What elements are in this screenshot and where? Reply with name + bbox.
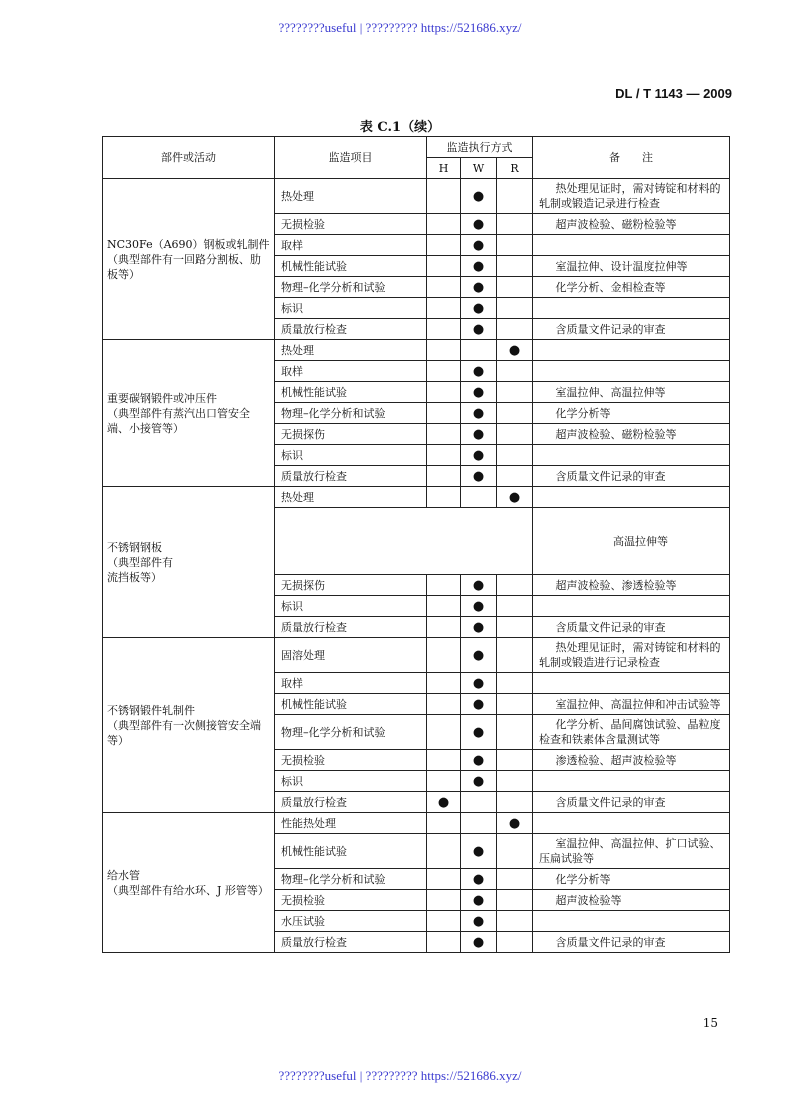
item-cell: 取样 [275,673,427,694]
mark-dot-icon: ● [472,447,485,463]
header-part: 部件或活动 [103,137,275,179]
mode-r-cell [497,638,533,673]
item-cell: 热处理 [275,179,427,214]
header-item: 监造项目 [275,137,427,179]
mode-h-cell [427,771,461,792]
note-cell [533,340,730,361]
mode-r-cell [497,466,533,487]
mode-h-cell [427,715,461,750]
mode-r-cell [497,319,533,340]
mode-h-cell [427,750,461,771]
damaged-area [461,508,497,575]
mark-dot-icon: ● [472,384,485,400]
mode-r-cell [497,932,533,953]
mode-r-cell [497,617,533,638]
mode-w-cell [461,575,497,596]
mode-h-cell [427,424,461,445]
mode-h-cell [427,617,461,638]
mode-w-cell [461,214,497,235]
note-cell: 热处理见证时，需对铸锭和材料的轧制或锻造记录进行检查 [533,179,730,214]
mark-dot-icon: ● [472,675,485,691]
note-cell [533,235,730,256]
mode-h-cell [427,638,461,673]
mode-w-cell [461,617,497,638]
mark-dot-icon: ● [472,598,485,614]
item-cell: 机械性能试验 [275,694,427,715]
mode-r-cell [497,256,533,277]
mark-dot-icon: ● [437,794,450,810]
mode-w-cell [461,750,497,771]
mark-dot-icon: ● [472,237,485,253]
mode-r-cell [497,487,533,508]
note-cell: 化学分析、金相检查等 [533,277,730,298]
table-row [103,813,730,834]
table-row [103,179,730,214]
mode-h-cell [427,340,461,361]
mode-h-cell [427,466,461,487]
mode-r-cell [497,340,533,361]
mode-r-cell [497,424,533,445]
mode-r-cell [497,911,533,932]
mode-w-cell [461,673,497,694]
note-cell: 室温拉伸、高温拉伸和冲击试验等 [533,694,730,715]
damaged-area [427,508,461,575]
note-cell: 含质量文件记录的审查 [533,932,730,953]
mode-w-cell [461,403,497,424]
note-cell: 化学分析、晶间腐蚀试验、晶粒度检查和铁素体含量测试等 [533,715,730,750]
mode-r-cell [497,277,533,298]
mode-h-cell [427,911,461,932]
mode-h-cell [427,673,461,694]
mark-dot-icon: ● [472,468,485,484]
mode-h-cell [427,319,461,340]
item-cell: 热处理 [275,487,427,508]
mode-w-cell [461,445,497,466]
note-cell: 含质量文件记录的审查 [533,792,730,813]
standard-code: DL / T 1143 — 2009 [615,86,732,101]
mode-h-cell [427,361,461,382]
mode-w-cell [461,869,497,890]
note-cell: 含质量文件记录的审查 [533,466,730,487]
mark-dot-icon: ● [472,752,485,768]
note-cell [533,596,730,617]
note-cell: 含质量文件记录的审查 [533,319,730,340]
mode-h-cell [427,890,461,911]
mode-h-cell [427,445,461,466]
item-cell: 质量放行检查 [275,792,427,813]
mark-dot-icon: ● [472,426,485,442]
mode-h-cell [427,792,461,813]
mode-w-cell [461,424,497,445]
part-cell: NC30Fe（A690）钢板或轧制件 （典型部件有一回路分割板、肋板等） [103,179,275,340]
mode-r-cell [497,771,533,792]
mode-w-cell [461,932,497,953]
mark-dot-icon: ● [472,300,485,316]
mode-r-cell [497,179,533,214]
mode-w-cell [461,911,497,932]
mode-w-cell [461,319,497,340]
item-cell: 无损检验 [275,214,427,235]
mode-h-cell [427,256,461,277]
mode-w-cell [461,298,497,319]
header-r: R [497,158,533,179]
note-cell [533,673,730,694]
note-cell: 含质量文件记录的审查 [533,617,730,638]
mode-r-cell [497,235,533,256]
mark-dot-icon: ● [508,815,521,831]
mark-dot-icon: ● [472,892,485,908]
item-cell: 无损检验 [275,750,427,771]
item-cell: 无损检验 [275,890,427,911]
mode-r-cell [497,575,533,596]
item-cell: 质量放行检查 [275,319,427,340]
mark-dot-icon: ● [472,724,485,740]
mark-dot-icon: ● [508,489,521,505]
mode-h-cell [427,834,461,869]
note-cell: 渗透检验、超声波检验等 [533,750,730,771]
mode-h-cell [427,403,461,424]
mark-dot-icon: ● [472,843,485,859]
mark-dot-icon: ● [472,216,485,232]
item-cell: 水压试验 [275,911,427,932]
mode-h-cell [427,575,461,596]
mode-r-cell [497,673,533,694]
note-cell [533,445,730,466]
note-cell [533,911,730,932]
header-h: H [427,158,461,179]
item-cell: 性能热处理 [275,813,427,834]
mode-w-cell [461,771,497,792]
mark-dot-icon: ● [472,773,485,789]
item-cell: 物理–化学分析和试验 [275,403,427,424]
mode-w-cell [461,638,497,673]
header-w: W [461,158,497,179]
item-cell: 固溶处理 [275,638,427,673]
table-row [103,487,730,508]
damaged-area [497,508,533,575]
note-cell: 超声波检验、磁粉检验等 [533,214,730,235]
note-cell [533,361,730,382]
item-cell: 热处理 [275,340,427,361]
mode-h-cell [427,214,461,235]
part-cell: 重要碳钢锻件或冲压件 （典型部件有蒸汽出口管安全端、小接管等） [103,340,275,487]
damaged-area [275,508,427,575]
mode-w-cell [461,715,497,750]
mode-h-cell [427,179,461,214]
mode-h-cell [427,869,461,890]
mode-h-cell [427,813,461,834]
note-cell: 室温拉伸、高温拉伸、扩口试验、压扁试验等 [533,834,730,869]
mode-r-cell [497,382,533,403]
mode-r-cell [497,869,533,890]
mode-h-cell [427,298,461,319]
mark-dot-icon: ● [508,342,521,358]
note-cell: 超声波检验、渗透检验等 [533,575,730,596]
mode-w-cell [461,235,497,256]
mode-h-cell [427,235,461,256]
supervision-table [102,136,730,953]
mode-h-cell [427,487,461,508]
mode-w-cell [461,361,497,382]
note-cell: 化学分析等 [533,403,730,424]
mode-r-cell [497,403,533,424]
mark-dot-icon: ● [472,577,485,593]
mode-w-cell [461,596,497,617]
mode-r-cell [497,445,533,466]
item-cell: 机械性能试验 [275,382,427,403]
mode-h-cell [427,382,461,403]
mode-w-cell [461,813,497,834]
item-cell: 质量放行检查 [275,466,427,487]
mode-h-cell [427,596,461,617]
note-cell: 超声波检验、磁粉检验等 [533,424,730,445]
note-cell: 热处理见证时，需对铸锭和材料的轧制或锻造进行记录检查 [533,638,730,673]
note-cell [533,487,730,508]
mark-dot-icon: ● [472,405,485,421]
mode-w-cell [461,834,497,869]
item-cell: 取样 [275,361,427,382]
mode-r-cell [497,298,533,319]
mark-dot-icon: ● [472,188,485,204]
note-cell [533,813,730,834]
mode-r-cell [497,834,533,869]
mode-h-cell [427,932,461,953]
mode-w-cell [461,792,497,813]
item-cell: 物理–化学分析和试验 [275,277,427,298]
item-cell: 标识 [275,596,427,617]
watermark-bottom: ????????useful | ????????? https://521686.xyz/ [278,1068,522,1083]
mark-dot-icon: ● [472,619,485,635]
note-cell: 室温拉伸、设计温度拉伸等 [533,256,730,277]
item-cell: 机械性能试验 [275,256,427,277]
part-cell: 给水管 （典型部件有给水环、J 形管等） [103,813,275,953]
mode-r-cell [497,890,533,911]
item-cell: 物理–化学分析和试验 [275,715,427,750]
header-note: 备 注 [533,137,730,179]
note-cell [533,298,730,319]
mark-dot-icon: ● [472,696,485,712]
item-cell: 标识 [275,445,427,466]
part-cell: 不锈钢锻件轧制件 （典型部件有一次侧接管安全端等） [103,638,275,813]
table-row [103,340,730,361]
item-cell: 标识 [275,298,427,319]
item-cell: 标识 [275,771,427,792]
item-cell: 机械性能试验 [275,834,427,869]
mode-w-cell [461,179,497,214]
item-cell: 物理–化学分析和试验 [275,869,427,890]
mode-h-cell [427,277,461,298]
part-cell: 不锈钢钢板 （典型部件有 流挡板等） [103,487,275,638]
mark-dot-icon: ● [472,321,485,337]
item-cell: 质量放行检查 [275,932,427,953]
mode-h-cell [427,694,461,715]
mode-r-cell [497,792,533,813]
item-cell: 无损探伤 [275,575,427,596]
mark-dot-icon: ● [472,934,485,950]
item-cell: 取样 [275,235,427,256]
watermark-top: ????????useful | ????????? https://521686.xyz/ [278,20,522,35]
mode-r-cell [497,813,533,834]
mode-r-cell [497,214,533,235]
note-cell: 室温拉伸、高温拉伸等 [533,382,730,403]
table-row [103,638,730,673]
mode-w-cell [461,256,497,277]
mark-dot-icon: ● [472,913,485,929]
mode-w-cell [461,466,497,487]
note-cell [533,771,730,792]
mode-r-cell [497,596,533,617]
mode-r-cell [497,694,533,715]
table-title: 表 C.1（续） [359,120,441,135]
mode-r-cell [497,361,533,382]
mark-dot-icon: ● [472,258,485,274]
note-cell: 超声波检验等 [533,890,730,911]
mark-dot-icon: ● [472,363,485,379]
note-cell: 化学分析等 [533,869,730,890]
header-mode: 监造执行方式 [427,137,533,158]
page-number: 15 [702,1016,718,1030]
item-cell: 质量放行检查 [275,617,427,638]
item-cell: 无损探伤 [275,424,427,445]
mode-w-cell [461,340,497,361]
mode-w-cell [461,277,497,298]
note-cell: 高温拉伸等 [533,508,730,575]
mode-w-cell [461,890,497,911]
mode-r-cell [497,715,533,750]
mode-w-cell [461,382,497,403]
mode-r-cell [497,750,533,771]
mark-dot-icon: ● [472,279,485,295]
mode-w-cell [461,487,497,508]
mark-dot-icon: ● [472,647,485,663]
mark-dot-icon: ● [472,871,485,887]
mode-w-cell [461,694,497,715]
